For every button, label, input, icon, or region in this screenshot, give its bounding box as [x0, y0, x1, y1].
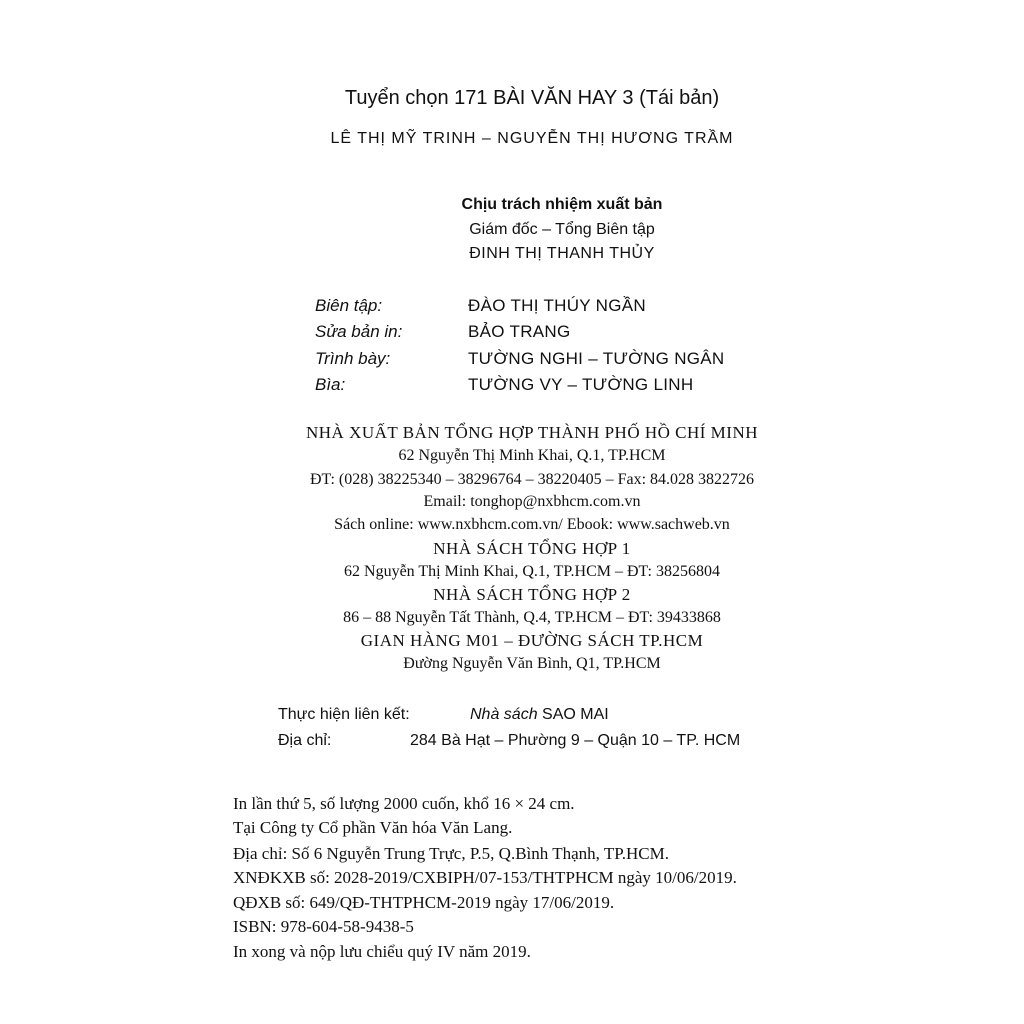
imprint-line-printer: Tại Công ty Cổ phần Văn hóa Văn Lang.: [233, 818, 513, 837]
store2-name: NHÀ SÁCH TỔNG HỢP 2: [433, 585, 631, 604]
staff-label-layout: Trình bày:: [315, 349, 391, 368]
partner-address: 284 Bà Hạt – Phường 9 – Quận 10 – TP. HCM: [410, 732, 741, 749]
publisher-phone: ĐT: (028) 38225340 – 38296764 – 38220405 – Fax: 84.028 3822726: [309, 471, 755, 488]
store1-address: 62 Nguyễn Thị Minh Khai, Q.1, TP.HCM – ĐT: 38256804: [344, 563, 720, 580]
partner-name: [470, 707, 609, 723]
publisher-name: NHÀ XUẤT BẢN TỔNG HỢP THÀNH PHỐ HỒ CHÍ MINH: [305, 423, 759, 442]
responsibility-name: ĐINH THỊ THANH THỦY: [469, 245, 655, 262]
publisher-address: 62 Nguyễn Thị Minh Khai, Q.1, TP.HCM: [398, 447, 666, 464]
imprint-line-print-run: In lần thứ 5, số lượng 2000 cuốn, khổ 16 × 24 cm.: [233, 794, 575, 813]
publisher-email: Email: tonghop@nxbhcm.com.vn: [423, 493, 641, 510]
partner-name-rest: SAO MAI: [537, 706, 609, 723]
booth-address: Đường Nguyễn Văn Bình, Q1, TP.HCM: [403, 655, 661, 672]
staff-label-proofreader: Sửa bản in:: [315, 322, 403, 341]
partner-label: Thực hiện liên kết:: [278, 706, 410, 723]
staff-label-editor: Biên tập:: [315, 296, 383, 315]
partner-name-italic: Nhà sách: [470, 706, 538, 723]
staff-value-cover: TƯỜNG VY – TƯỜNG LINH: [468, 375, 694, 394]
store2-address: 86 – 88 Nguyễn Tất Thành, Q.4, TP.HCM – ĐT: 39433868: [343, 609, 721, 626]
responsibility-role: Giám đốc – Tổng Biên tập: [469, 221, 655, 238]
responsibility-heading: Chịu trách nhiệm xuất bản: [461, 196, 663, 213]
imprint-line-deposit: In xong và nộp lưu chiểu quý IV năm 2019.: [233, 942, 531, 961]
publisher-online: Sách online: www.nxbhcm.com.vn/ Ebook: www.sachweb.vn: [334, 516, 730, 533]
imprint-line-isbn: ISBN: 978-604-58-9438-5: [233, 917, 414, 936]
staff-label-cover: Bìa:: [315, 375, 346, 394]
staff-value-proofreader: BẢO TRANG: [468, 322, 571, 341]
partner-address-label: Địa chỉ:: [278, 732, 332, 749]
imprint-line-printer-address: Địa chỉ: Số 6 Nguyễn Trung Trực, P.5, Q.Bình Thạnh, TP.HCM.: [233, 844, 670, 863]
imprint-line-decision: QĐXB số: 649/QĐ-THTPHCM-2019 ngày 17/06/2019.: [233, 893, 615, 912]
book-title: Tuyển chọn 171 BÀI VĂN HAY 3 (Tái bản): [344, 87, 720, 109]
staff-value-editor: ĐÀO THỊ THÚY NGẦN: [468, 296, 646, 315]
staff-value-layout: TƯỜNG NGHI – TƯỜNG NGÂN: [468, 349, 725, 368]
imprint-line-registration: XNĐKXB số: 2028-2019/CXBIPH/07-153/THTPHCM ngày 10/06/2019.: [233, 868, 737, 887]
booth-name: GIAN HÀNG M01 – ĐƯỜNG SÁCH TP.HCM: [360, 631, 704, 650]
book-authors: LÊ THỊ MỸ TRINH – NGUYỄN THỊ HƯƠNG TRẦM: [330, 130, 734, 147]
store1-name: NHÀ SÁCH TỔNG HỢP 1: [433, 539, 631, 558]
